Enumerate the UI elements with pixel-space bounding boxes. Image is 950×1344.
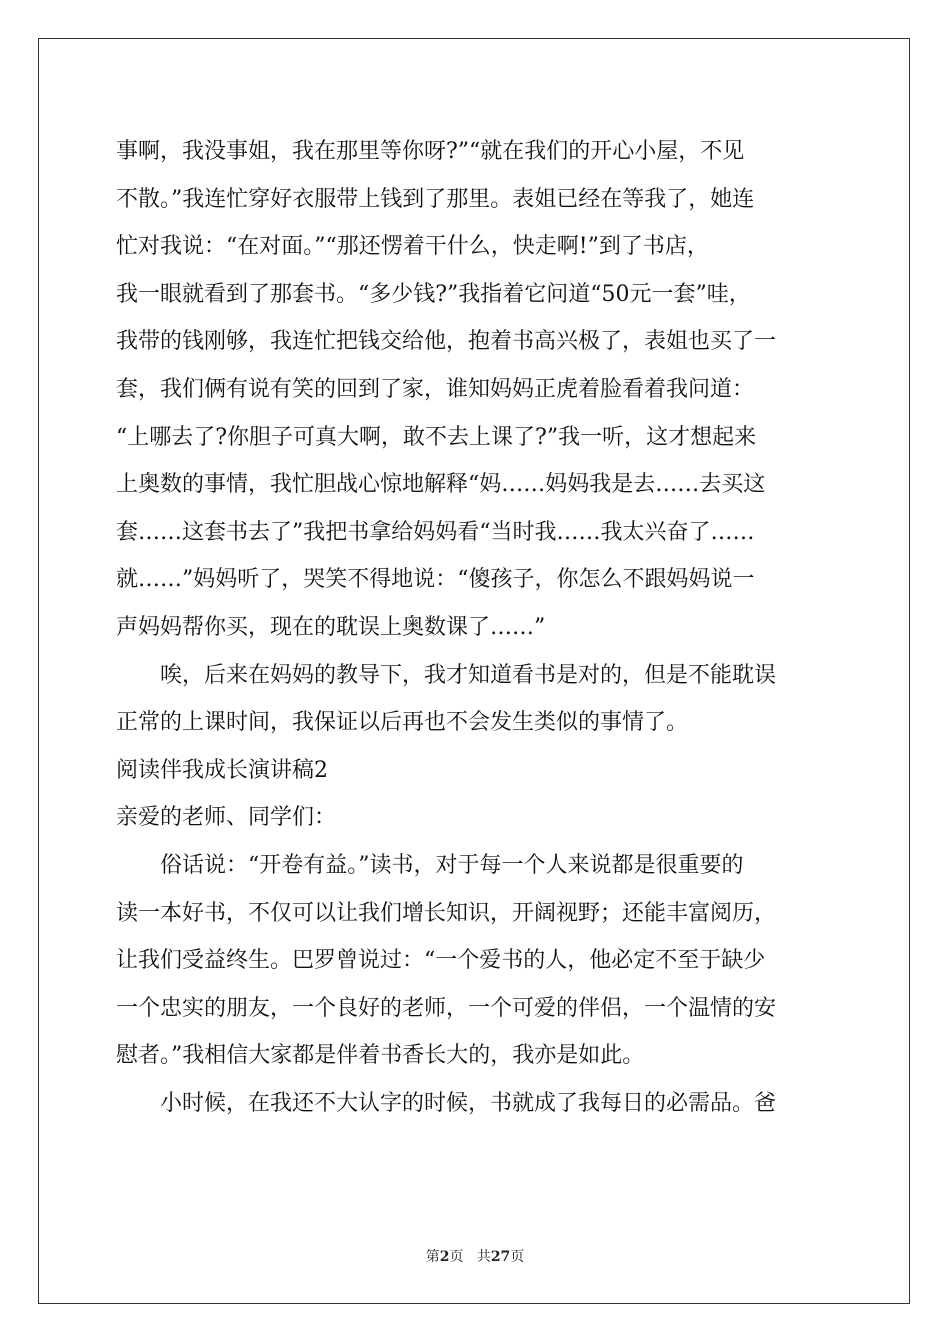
text-line: 套……这套书去了”我把书拿给妈妈看“当时我……我太兴奋了…… [116, 519, 755, 545]
text-line: 不散。”我连忙穿好衣服带上钱到了那里。表姐已经在等我了，她连 [116, 186, 755, 212]
text-line: 套，我们俩有说有笑的回到了家，谁知妈妈正虎着脸看着我问道： [116, 376, 755, 402]
salutation: 亲爱的老师、同学们： [116, 805, 337, 831]
text-line: 声妈妈帮你买，现在的耽误上奥数课了……” [116, 614, 546, 640]
section-title: 阅读伴我成长演讲稿2 [116, 757, 328, 783]
total-prefix: 共 [476, 1249, 491, 1265]
text-line: 慰者。”我相信大家都是伴着书香长大的，我亦是如此。 [116, 1043, 645, 1069]
text-line: “上哪去了?你胆子可真大啊，敢不去上课了?”我一听，这才想起来 [116, 424, 757, 450]
total-pages: 27 [490, 1249, 511, 1265]
page-footer [0, 1246, 950, 1266]
text-line: 忙对我说：“在对面。”“那还愣着干什么，快走啊!”到了书店， [116, 234, 709, 260]
text-line: 读一本好书，不仅可以让我们增长知识，开阔视野；还能丰富阅历， [116, 900, 777, 926]
text-line: 让我们受益终生。巴罗曾说过：“一个爱书的人，他必定不至于缺少 [116, 948, 766, 974]
paragraph-start-line: 唉，后来在妈妈的教导下，我才知道看书是对的，但是不能耽误 [160, 662, 777, 688]
paragraph-start-line: 俗话说：“开卷有益。”读书，对于每一个人来说都是很重要的 [160, 852, 744, 878]
text-line: 就……”妈妈听了，哭笑不得地说：“傻孩子，你怎么不跟妈妈说一 [116, 567, 755, 593]
text-line: 上奥数的事情，我忙胆战心惊地解释“妈……妈妈我是去……去买这 [116, 472, 766, 498]
page-prefix: 第 [425, 1249, 440, 1265]
text-line: 一个忠实的朋友，一个良好的老师，一个可爱的伴侣，一个温情的安 [116, 995, 777, 1021]
page-suffix: 页 [449, 1249, 464, 1265]
text-line: 事啊，我没事姐，我在那里等你呀?”“就在我们的开心小屋，不见 [116, 139, 745, 164]
total-suffix: 页 [510, 1249, 525, 1265]
text-line: 正常的上课时间，我保证以后再也不会发生类似的事情了。 [116, 710, 689, 736]
text-line: 我一眼就看到了那套书。“多少钱?”我指着它问道“50元一套”哇， [116, 281, 751, 307]
page-number: 2 [439, 1249, 450, 1265]
text-line: 我带的钱刚够，我连忙把钱交给他，抱着书高兴极了，表姐也买了一 [116, 329, 777, 355]
document-body [116, 128, 846, 1127]
paragraph-start-line: 小时候，在我还不大认字的时候，书就成了我每日的必需品。爸 [160, 1090, 777, 1116]
